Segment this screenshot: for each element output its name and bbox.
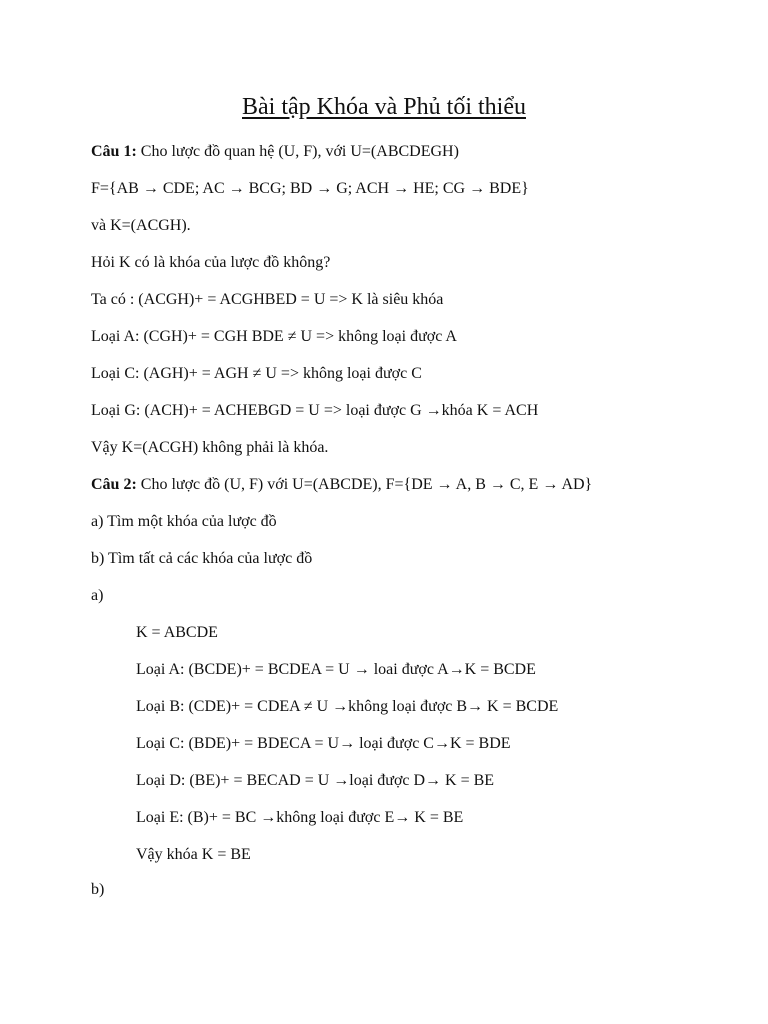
question-1-step: Loại G: (ACH)+ = ACHEBGD = U => loại được G →khóa K = ACH <box>91 402 539 419</box>
question-1-dependencies: F={AB → CDE; AC → BCG; BD → G; ACH → HE; CG → BDE} <box>91 180 529 197</box>
question-1-label: Câu 1: <box>91 143 137 160</box>
question-1-question: Hỏi K có là khóa của lược đồ không? <box>91 254 331 271</box>
question-1-text: Cho lược đồ quan hệ (U, F), với U=(ABCDEGH) <box>136 143 459 160</box>
question-1-step: Loại A: (CGH)+ = CGH BDE ≠ U => không loại được A <box>91 328 457 345</box>
question-1-key: và K=(ACGH). <box>91 217 191 234</box>
question-1-heading <box>91 142 459 162</box>
question-2-text: Cho lược đồ (U, F) với U=(ABCDE), F={DE → A, B → C, E → AD} <box>136 476 593 493</box>
question-1-step: Loại C: (AGH)+ = AGH ≠ U => không loại được C <box>91 365 422 382</box>
question-2-part-a: a) Tìm một khóa của lược đồ <box>91 513 277 530</box>
answer-a-step: Loại B: (CDE)+ = CDEA ≠ U →không loại được B→ K = BCDE <box>136 698 559 715</box>
answer-a-step: Loại C: (BDE)+ = BDECA = U→ loại được C→K = BDE <box>136 735 511 752</box>
answer-a-step: Loại D: (BE)+ = BECAD = U →loại được D→ K = BE <box>136 772 495 789</box>
answer-a-step: Loại A: (BCDE)+ = BCDEA = U → loai được A→K = BCDE <box>136 661 536 678</box>
question-2-part-b: b) Tìm tất cả các khóa của lược đồ <box>91 550 313 567</box>
answer-b-label: b) <box>91 881 105 898</box>
answer-a-label: a) <box>91 587 104 604</box>
answer-a-step: Loại E: (B)+ = BC →không loại được E→ K = BE <box>136 809 464 826</box>
page-title: Bài tập Khóa và Phủ tối thiểu <box>242 94 526 120</box>
answer-a-step: K = ABCDE <box>136 624 218 641</box>
question-2-heading <box>91 475 592 495</box>
question-1-conclusion: Vậy K=(ACGH) không phải là khóa. <box>91 439 329 456</box>
answer-a-conclusion: Vậy khóa K = BE <box>136 846 251 863</box>
question-1-step: Ta có : (ACGH)+ = ACGHBED = U => K là siêu khóa <box>91 291 444 308</box>
question-2-label: Câu 2: <box>91 476 137 493</box>
